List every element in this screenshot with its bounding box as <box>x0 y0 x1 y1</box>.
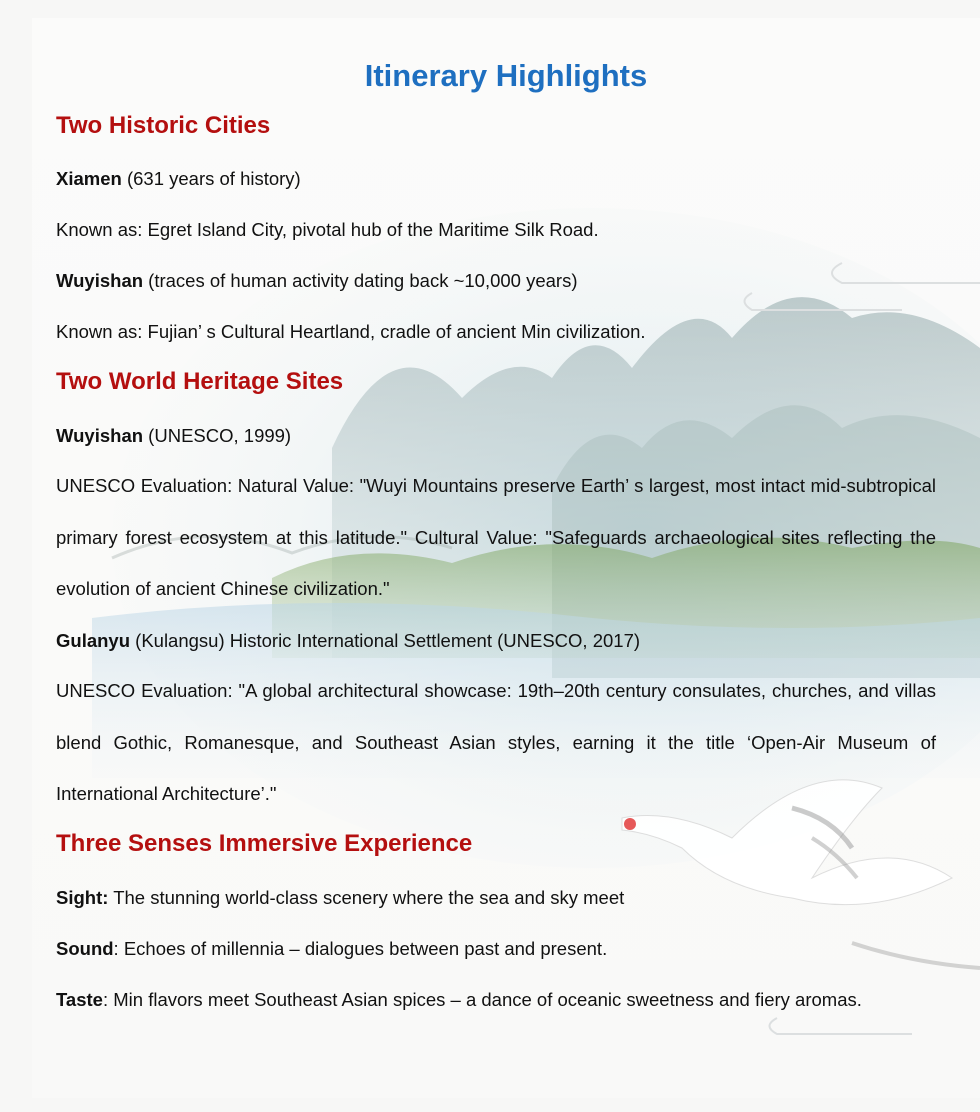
paragraph-sight <box>56 885 936 911</box>
paragraph-xiamen <box>56 166 936 192</box>
text-sight: The stunning world-class scenery where the sea and sky meet <box>108 887 625 908</box>
label-taste: Taste <box>56 989 103 1010</box>
label-gulanyu: Gulanyu <box>56 630 131 651</box>
label-sound: Sound <box>56 938 114 959</box>
paragraph-gulanyu-evaluation: UNESCO Evaluation: "A global architectural showcase: 19th–20th century consulates, churches, and villas blend Gothic, Romanesque, and Southeast Asian styles, earning it the title ‘Open-Air Museum of International Architecture’." <box>56 680 936 804</box>
label-wuyishan-heritage: Wuyishan <box>56 425 144 446</box>
text-sound: : Echoes of millennia – dialogues between past and present. <box>113 938 608 959</box>
paragraph-taste <box>56 987 936 1013</box>
page-title: Itinerary Highlights <box>364 58 648 93</box>
label-wuyishan: Wuyishan <box>56 270 144 291</box>
paragraph-sound <box>56 936 936 962</box>
paragraph-gulanyu <box>56 628 936 654</box>
text-wuyishan-heritage-detail: (UNESCO, 1999) <box>143 425 292 446</box>
document-page <box>32 18 980 1098</box>
paragraph-wuyishan-unesco <box>56 423 936 449</box>
paragraph-wuyishan-evaluation: UNESCO Evaluation: Natural Value: "Wuyi Mountains preserve Earth’ s largest, most intact mid-subtropical primary forest ecosystem at this latitude." Cultural Value: "Safeguards archaeological sites reflecting the evolution of ancient Chinese civilization." <box>56 475 936 599</box>
heading-three-senses: Three Senses Immersive Experience <box>56 830 473 857</box>
paragraph-wuyishan <box>56 268 936 294</box>
label-sight: Sight: <box>56 887 109 908</box>
heading-heritage-sites: Two World Heritage Sites <box>56 368 344 395</box>
paragraph-wuyishan-known: Known as: Fujian’ s Cultural Heartland, cradle of ancient Min civilization. <box>56 321 646 342</box>
document-content <box>32 18 980 1098</box>
text-gulanyu-detail: (Kulangsu) Historic International Settlement (UNESCO, 2017) <box>130 630 641 651</box>
text-wuyishan-detail: (traces of human activity dating back ~10,000 years) <box>143 270 578 291</box>
text-taste: : Min flavors meet Southeast Asian spices – a dance of oceanic sweetness and fiery aromas. <box>102 989 862 1010</box>
paragraph-xiamen-known: Known as: Egret Island City, pivotal hub of the Maritime Silk Road. <box>56 219 599 240</box>
heading-historic-cities: Two Historic Cities <box>56 112 271 139</box>
label-xiamen: Xiamen <box>56 168 122 189</box>
text-xiamen-detail: (631 years of history) <box>121 168 301 189</box>
